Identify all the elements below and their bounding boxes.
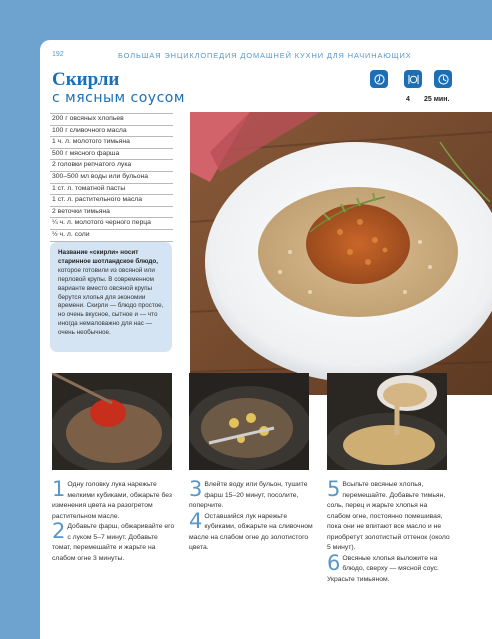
step-text: Влейте воду или бульон, тушите фарш 15–20 минут, посолите, поперчите. [189, 481, 308, 509]
ingredient-item: 1 ст. л. растительного масла [50, 195, 173, 207]
recipe-info-icons [370, 70, 485, 103]
note-bold-text: Название «скирли» носит старинное шотландское блюдо, [58, 249, 158, 265]
ingredient-item: 2 головки репчатого лука [50, 160, 173, 172]
steps-column-3 [327, 477, 451, 585]
clock-icon [434, 70, 452, 88]
book-title: БОЛЬШАЯ ЭНЦИКЛОПЕДИЯ ДОМАШНЕЙ КУХНИ ДЛЯ НАЧИНАЮЩИХ [118, 51, 412, 60]
step-photo-2 [189, 373, 309, 470]
ingredient-item: ½ ч. л. соли [50, 230, 173, 242]
ingredient-item: ¼ ч. л. молотого черного перца [50, 218, 173, 230]
step-5 [327, 477, 451, 554]
note-text: которое готовили из овсяной или перловой крупы. В современном варианте вместо овсяной крупы берутся хлопья для экономии времени. Скирли — блюдо простое, но очень вкусное, сытное и — что иногда немаловажно для нас — очень необычное. [58, 266, 164, 337]
step-number: 6 [327, 550, 341, 575]
step-text: Овсяные хлопья выложите на блюдо, сверху — мясной соус. Украсьте тимьяном. [327, 554, 439, 583]
step-text: Всыпьте овсяные хлопья, перемешайте. Добавьте тимьян, соль, перец и жарьте хлопья на слабом огне, постоянно помешивая, пока они не впитают все масло и не приобретут золотистый оттенок (около 5 минут). [327, 481, 450, 551]
step-1 [52, 477, 179, 522]
dish-photo [190, 112, 492, 395]
step-number: 5 [327, 477, 341, 501]
ingredient-item: 1 ст. л. томатной пасты [50, 184, 173, 196]
step-3 [189, 477, 313, 512]
ingredient-item: 500 г мясного фарша [50, 149, 173, 161]
ingredient-item: 2 веточки тимьяна [50, 207, 173, 219]
servings-icon [404, 70, 422, 88]
recipe-subtitle: с мясным соусом [52, 90, 185, 106]
cooking-time: 25 мин. [424, 96, 450, 103]
difficulty-icon [370, 70, 388, 88]
step-photo-1 [52, 373, 172, 470]
ingredient-item: 1 ч. л. молотого тимьяна [50, 137, 173, 149]
step-text: Добавьте фарш, обжаривайте его с луком 5–7 минут. Добавьте томат, перемешайте и жарьте на слабом огне 3 минуты. [52, 523, 175, 562]
step-number: 1 [52, 477, 66, 501]
page-number: 192 [52, 51, 64, 58]
step-4 [189, 508, 313, 554]
page-header [40, 51, 492, 65]
ingredients-list [50, 113, 173, 242]
recipe-title: Скирли [52, 69, 120, 90]
steps-column-1 [52, 477, 179, 564]
step-6 [327, 550, 451, 586]
ingredient-item: 100 г сливочного масла [50, 126, 173, 138]
steps-column-2 [189, 477, 313, 554]
step-number: 2 [52, 519, 66, 543]
step-text: Оставшийся лук нарежьте кубиками, обжарьте на сливочном масле на слабом огне до золотистого цвета. [189, 512, 313, 551]
step-number: 4 [189, 508, 203, 533]
step-text: Одну головку лука нарежьте мелкими кубиками, обжарьте без изменения цвета на разогретом растительном масле. [52, 481, 173, 520]
recipe-page [40, 40, 492, 639]
history-note [50, 242, 172, 352]
ingredient-item: 300–500 мл воды или бульона [50, 172, 173, 184]
step-number: 3 [189, 477, 203, 501]
ingredient-item: 200 г овсяных хлопьев [50, 113, 173, 126]
servings-count: 4 [406, 96, 410, 103]
step-2 [52, 519, 179, 564]
step-photo-3 [327, 373, 447, 470]
